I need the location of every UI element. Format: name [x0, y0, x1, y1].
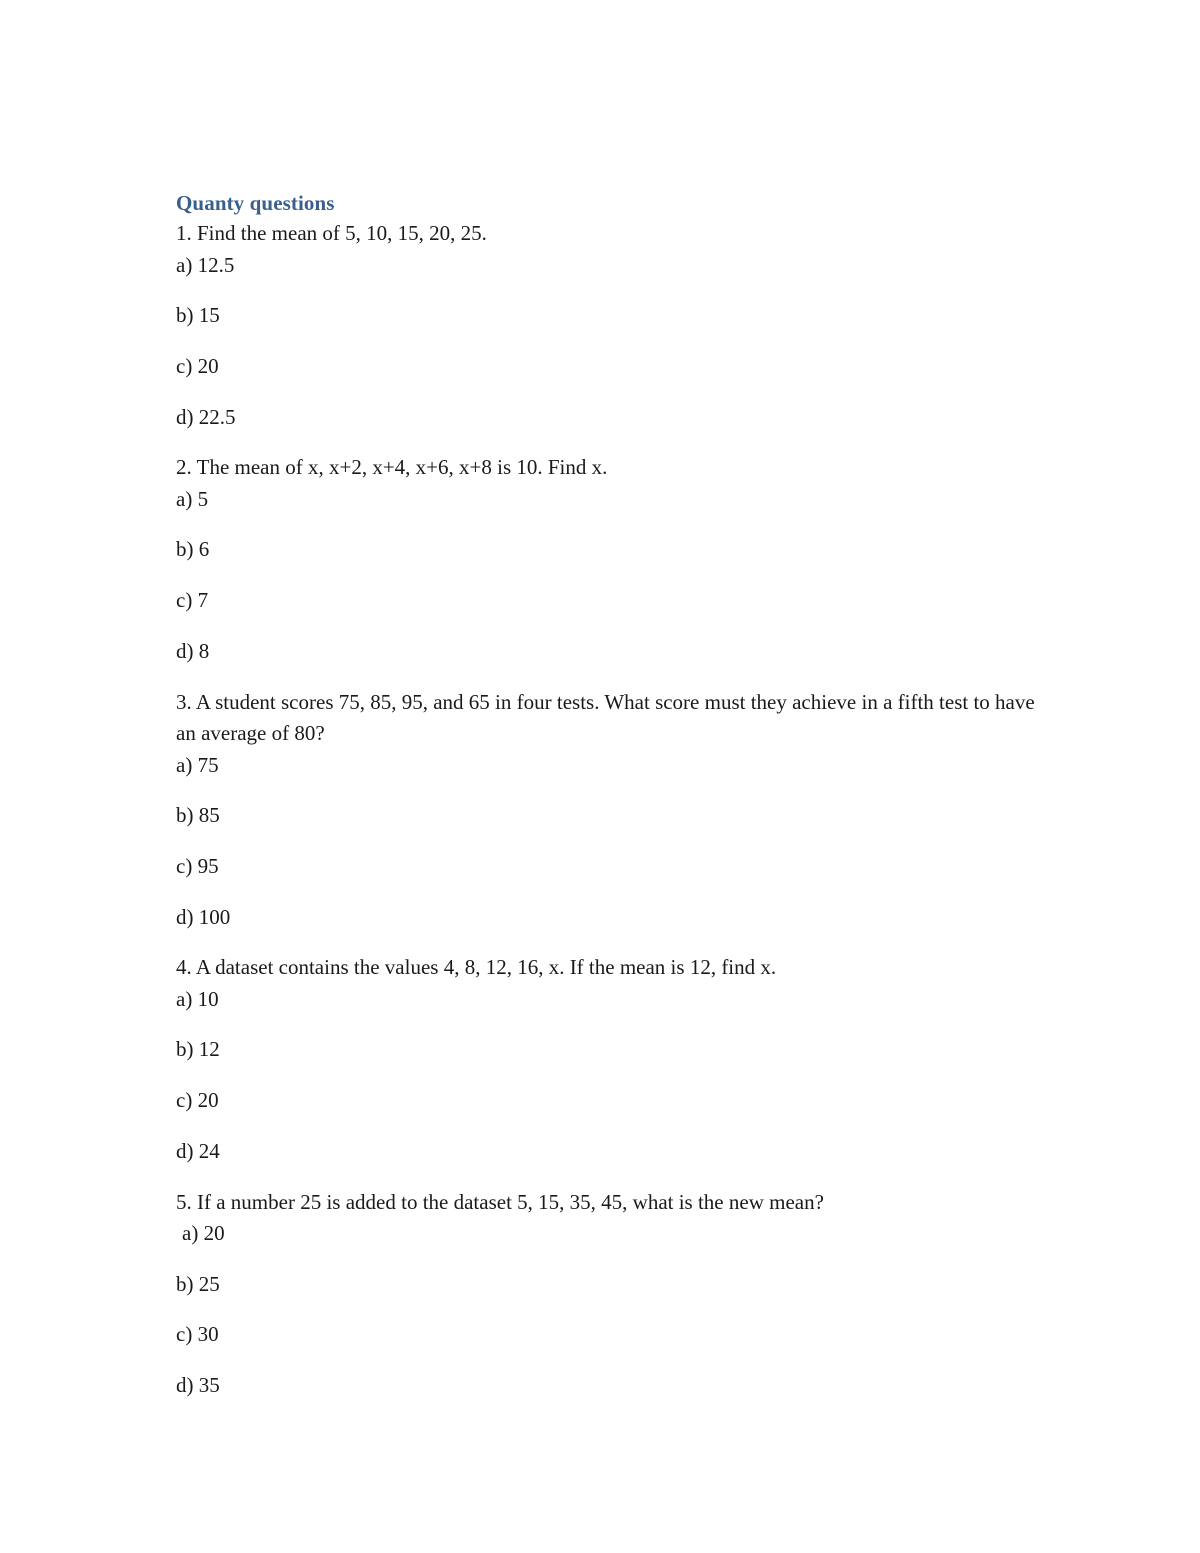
option-d: d) 100	[176, 904, 231, 929]
question-text: 1. Find the mean of 5, 10, 15, 20, 25.	[176, 221, 487, 245]
option-a: a) 20	[182, 1221, 225, 1245]
option-b: b) 12	[176, 1037, 220, 1062]
option-a: a) 10	[176, 986, 219, 1011]
question-3	[176, 687, 1036, 933]
question-2	[176, 452, 1036, 667]
question-text: 5. If a number 25 is added to the dataset 5, 15, 35, 45, what is the new mean?	[176, 1189, 824, 1214]
option-b: b) 25	[176, 1271, 220, 1296]
option-d: d) 24	[176, 1138, 220, 1163]
option-b: b) 15	[176, 303, 220, 328]
option-c: c) 20	[176, 353, 219, 378]
question-text: 3. A student scores 75, 85, 95, and 65 in four tests. What score must they achieve in a fifth test to have an average of 80?	[176, 689, 1035, 745]
option-c: c) 7	[176, 588, 209, 613]
option-a: a) 75	[176, 752, 219, 777]
option-c: c) 30	[176, 1322, 219, 1347]
option-d: d) 8	[176, 638, 210, 663]
option-d: d) 35	[176, 1373, 220, 1398]
question-text: 2. The mean of x, x+2, x+4, x+6, x+8 is 10. Find x.	[176, 455, 608, 480]
question-4	[176, 952, 1036, 1167]
document-title: Quanty questions	[176, 191, 335, 215]
option-a: a) 12.5	[176, 252, 235, 277]
option-b: b) 85	[176, 803, 220, 828]
question-text: 4. A dataset contains the values 4, 8, 12, 16, x. If the mean is 12, find x.	[176, 955, 777, 980]
option-c: c) 95	[176, 853, 219, 878]
option-c: c) 20	[176, 1088, 219, 1113]
question-5	[176, 1187, 1036, 1402]
option-a: a) 5	[176, 486, 209, 511]
option-b: b) 6	[176, 537, 210, 562]
option-d: d) 22.5	[176, 404, 236, 429]
document-body	[176, 188, 1036, 1421]
question-1	[176, 218, 1036, 433]
